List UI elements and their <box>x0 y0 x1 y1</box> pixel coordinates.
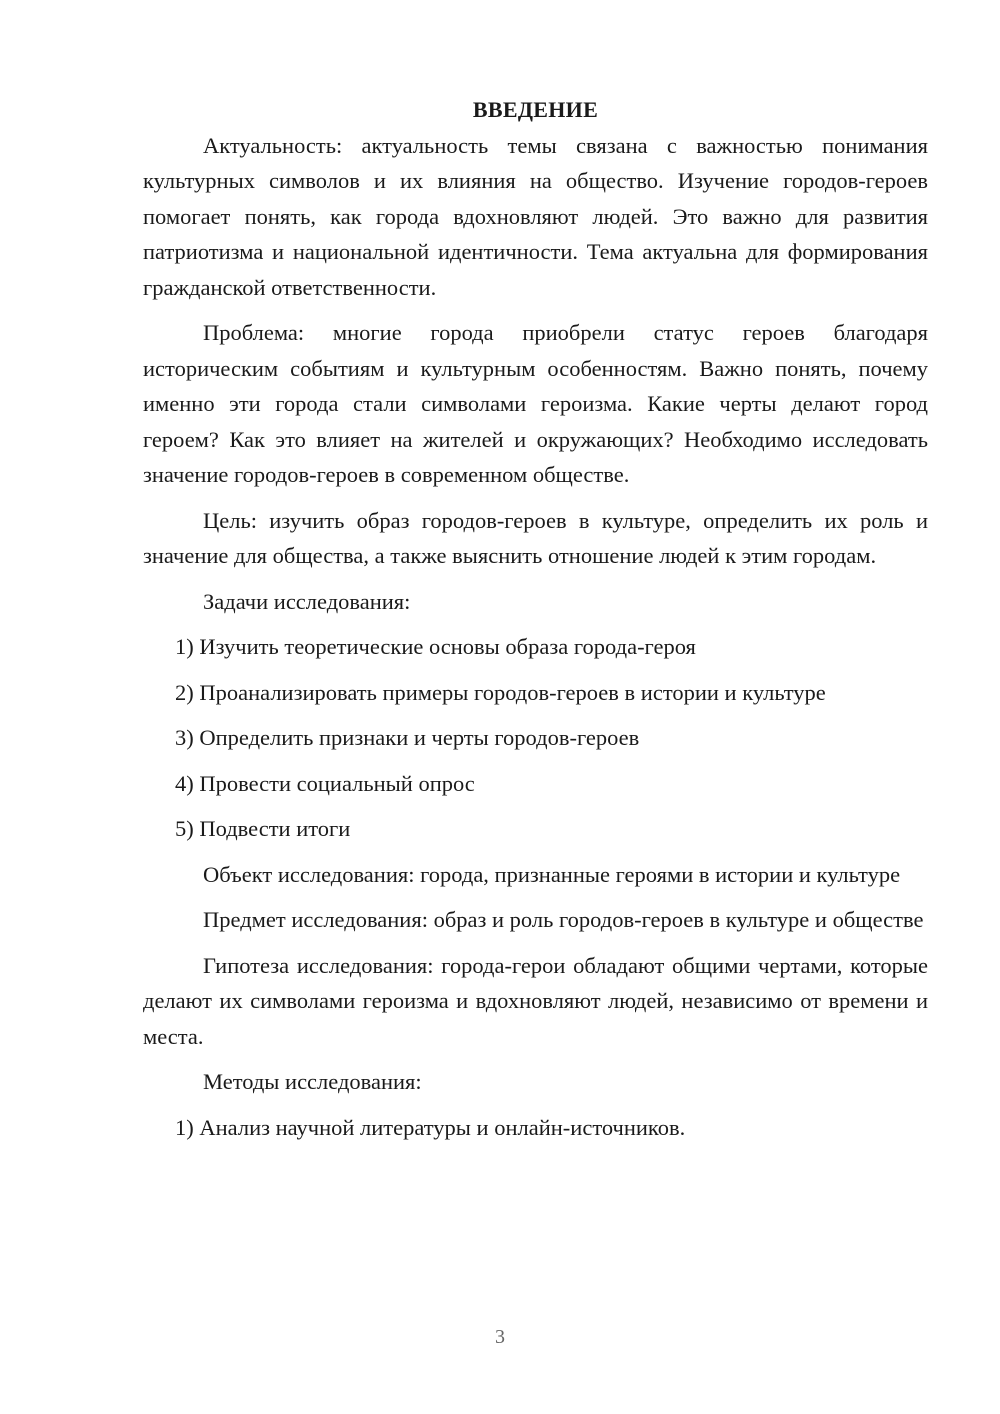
task-item: 5) Подвести итоги <box>175 816 351 841</box>
task-item: 2) Проанализировать примеры городов-героев в истории и культуре <box>175 679 826 705</box>
goal-paragraph: Цель: изучить образ городов-героев в культуре, определить их роль и значение для общества, а также выяснить отношение людей к этим городам. <box>143 507 928 568</box>
hypothesis-paragraph: Гипотеза исследования: города-герои обладают общими чертами, которые делают их символами героизма и вдохновляют людей, независимо от времени и места. <box>143 952 928 1049</box>
object-paragraph: Объект исследования: города, признанные героями в истории и культуре <box>203 861 901 887</box>
methods-heading: Методы исследования: <box>203 1069 422 1094</box>
problem-paragraph: Проблема: многие города приобрели статус героев благодаря историческим событиям и культурным особенностям. Важно понять, почему именно эти города стали символами героизма. Какие черты делают город героем? Как это влияет на жителей и окружающих? Необходимо исследовать значение городов-героев в современном обществе. <box>143 320 928 487</box>
method-item: 1) Анализ научной литературы и онлайн-источников. <box>175 1114 686 1140</box>
relevance-paragraph: Актуальность: актуальность темы связана с важностью понимания культурных символов и их влияния на общество. Изучение городов-героев помогает понять, как города вдохновляют людей. Это важно для развития патриотизма и национальной идентичности. Тема актуальна для формирования гражданской ответственности. <box>143 132 928 300</box>
task-item: 3) Определить признаки и черты городов-героев <box>175 725 640 750</box>
page-number: 3 <box>495 1326 505 1348</box>
task-item: 1) Изучить теоретические основы образа города-героя <box>175 634 696 659</box>
task-item: 4) Провести социальный опрос <box>175 770 475 796</box>
tasks-heading: Задачи исследования: <box>203 588 411 614</box>
page-title: ВВЕДЕНИЕ <box>472 97 599 122</box>
subject-paragraph: Предмет исследования: образ и роль городов-героев в культуре и обществе <box>203 907 924 932</box>
page-content <box>143 92 928 1155</box>
